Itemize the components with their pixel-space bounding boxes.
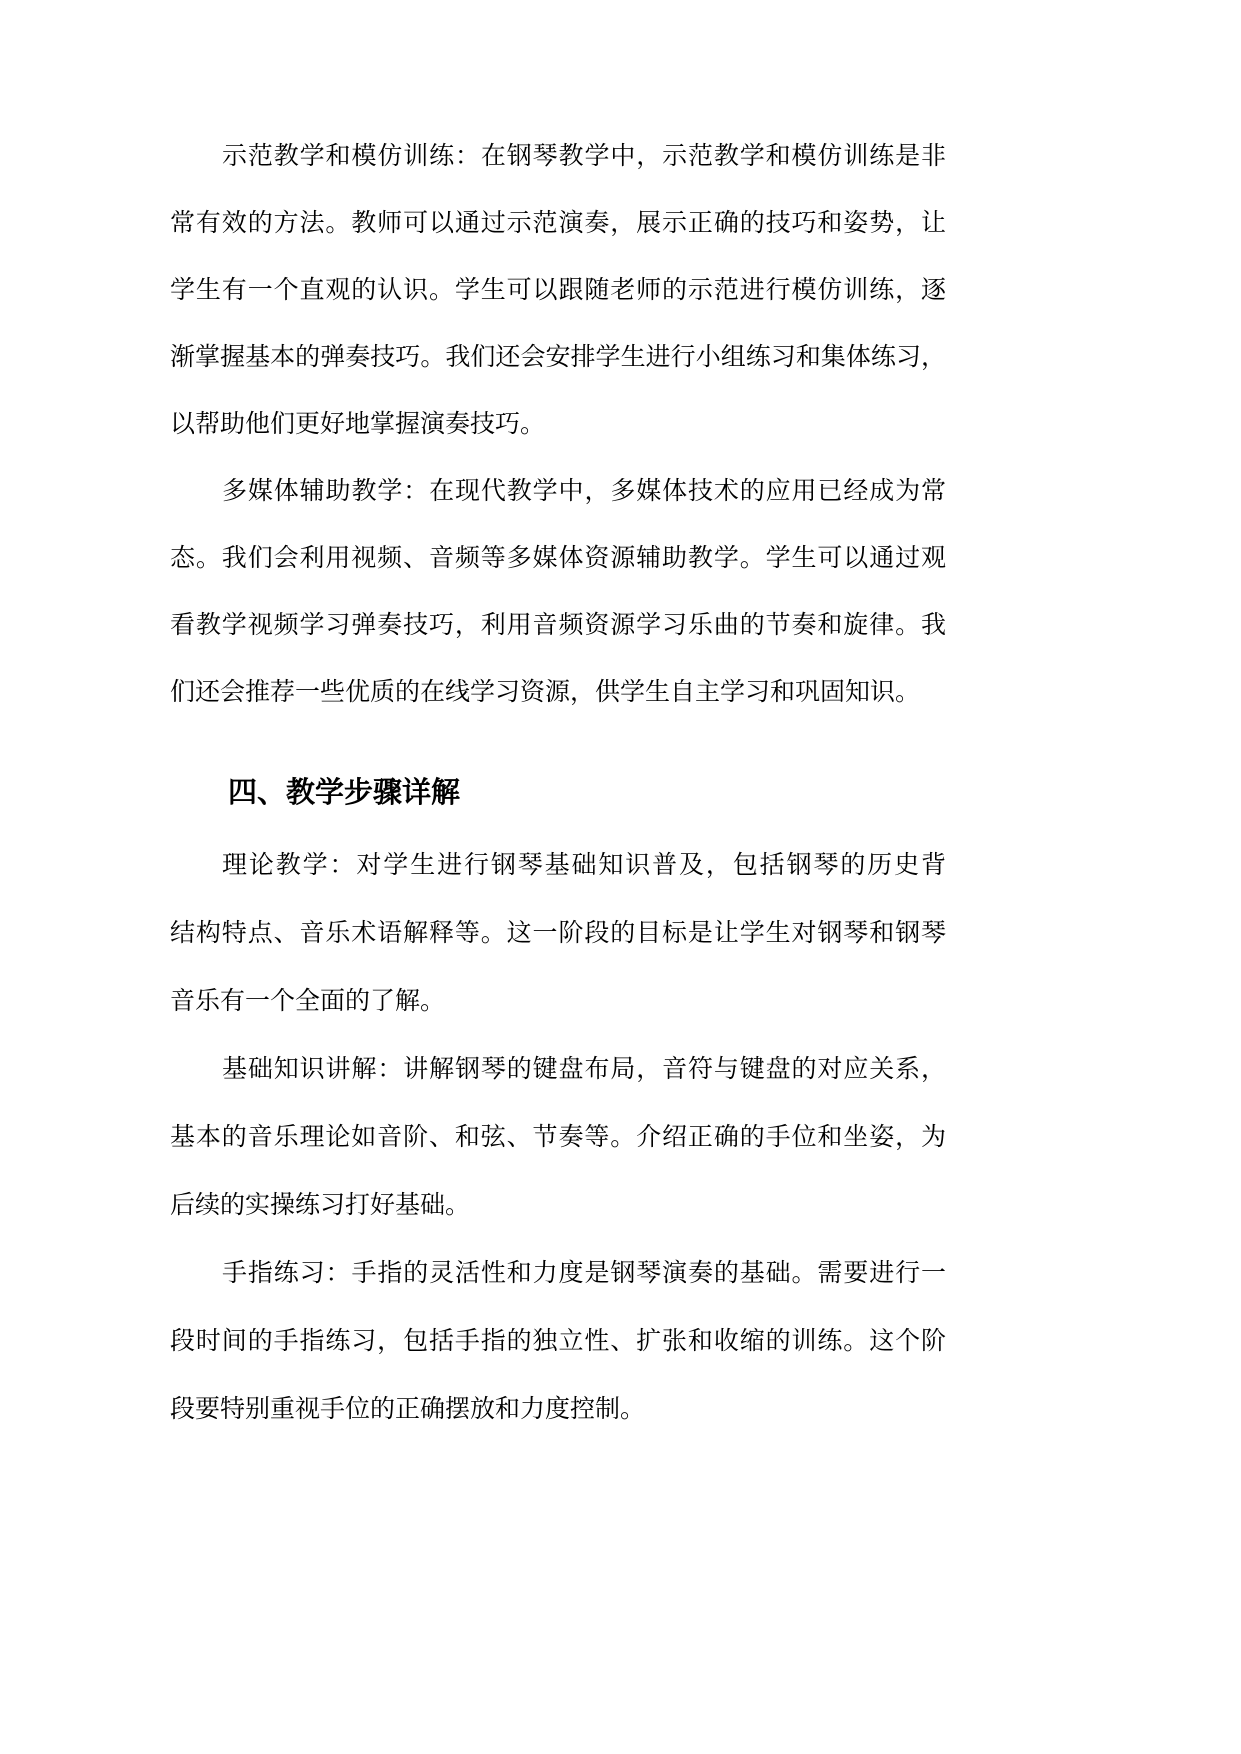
paragraph-line: 以帮助他们更好地掌握演奏技巧。 (170, 408, 546, 438)
paragraph-line: 手指练习：手指的灵活性和力度是钢琴演奏的基础。需要进行一 (222, 1258, 946, 1287)
paragraph-theory-teaching (170, 831, 946, 1035)
paragraph-line: 音乐有一个全面的了解。 (170, 986, 446, 1015)
paragraph-line: 后续的实操练习打好基础。 (170, 1190, 471, 1219)
paragraph-line: 学生有一个直观的认识。学生可以跟随老师的示范进行模仿训练，逐 (170, 274, 946, 304)
paragraph-line: 态。我们会利用视频、音频等多媒体资源辅助教学。学生可以通过观 (170, 542, 946, 572)
paragraph-line: 渐掌握基本的弹奏技巧。我们还会安排学生进行小组练习和集体练习， (170, 341, 946, 371)
upper-text-block (170, 122, 946, 725)
paragraph-multimedia-teaching (170, 457, 946, 725)
page-body (170, 122, 946, 1444)
paragraph-line: 看教学视频学习弹奏技巧，利用音频资源学习乐曲的节奏和旋律。我 (170, 609, 946, 639)
paragraph-finger-practice (170, 1239, 946, 1443)
paragraph-line: 段要特别重视手位的正确摆放和力度控制。 (170, 1394, 646, 1423)
section-heading: 四、教学步骤详解 (228, 774, 461, 809)
paragraph-line: 理论教学：对学生进行钢琴基础知识普及，包括钢琴的历史背 (222, 850, 946, 879)
paragraph-line: 多媒体辅助教学：在现代教学中，多媒体技术的应用已经成为常 (222, 475, 946, 505)
paragraph-line: 结构特点、音乐术语解释等。这一阶段的目标是让学生对钢琴和钢琴 (170, 918, 946, 947)
paragraph-line: 段时间的手指练习，包括手指的独立性、扩张和收缩的训练。这个阶 (170, 1326, 946, 1355)
paragraph-line: 们还会推荐一些优质的在线学习资源，供学生自主学习和巩固知识。 (170, 676, 921, 706)
paragraph-basic-knowledge (170, 1035, 946, 1239)
paragraph-line: 基础知识讲解：讲解钢琴的键盘布局，音符与键盘的对应关系， (222, 1054, 946, 1083)
lower-text-block (170, 831, 946, 1443)
paragraph-demonstration-imitation (170, 122, 946, 457)
paragraph-line: 常有效的方法。教师可以通过示范演奏，展示正确的技巧和姿势，让 (170, 207, 946, 237)
paragraph-line: 基本的音乐理论如音阶、和弦、节奏等。介绍正确的手位和坐姿，为 (170, 1122, 946, 1151)
paragraph-line: 示范教学和模仿训练：在钢琴教学中，示范教学和模仿训练是非 (222, 140, 946, 170)
